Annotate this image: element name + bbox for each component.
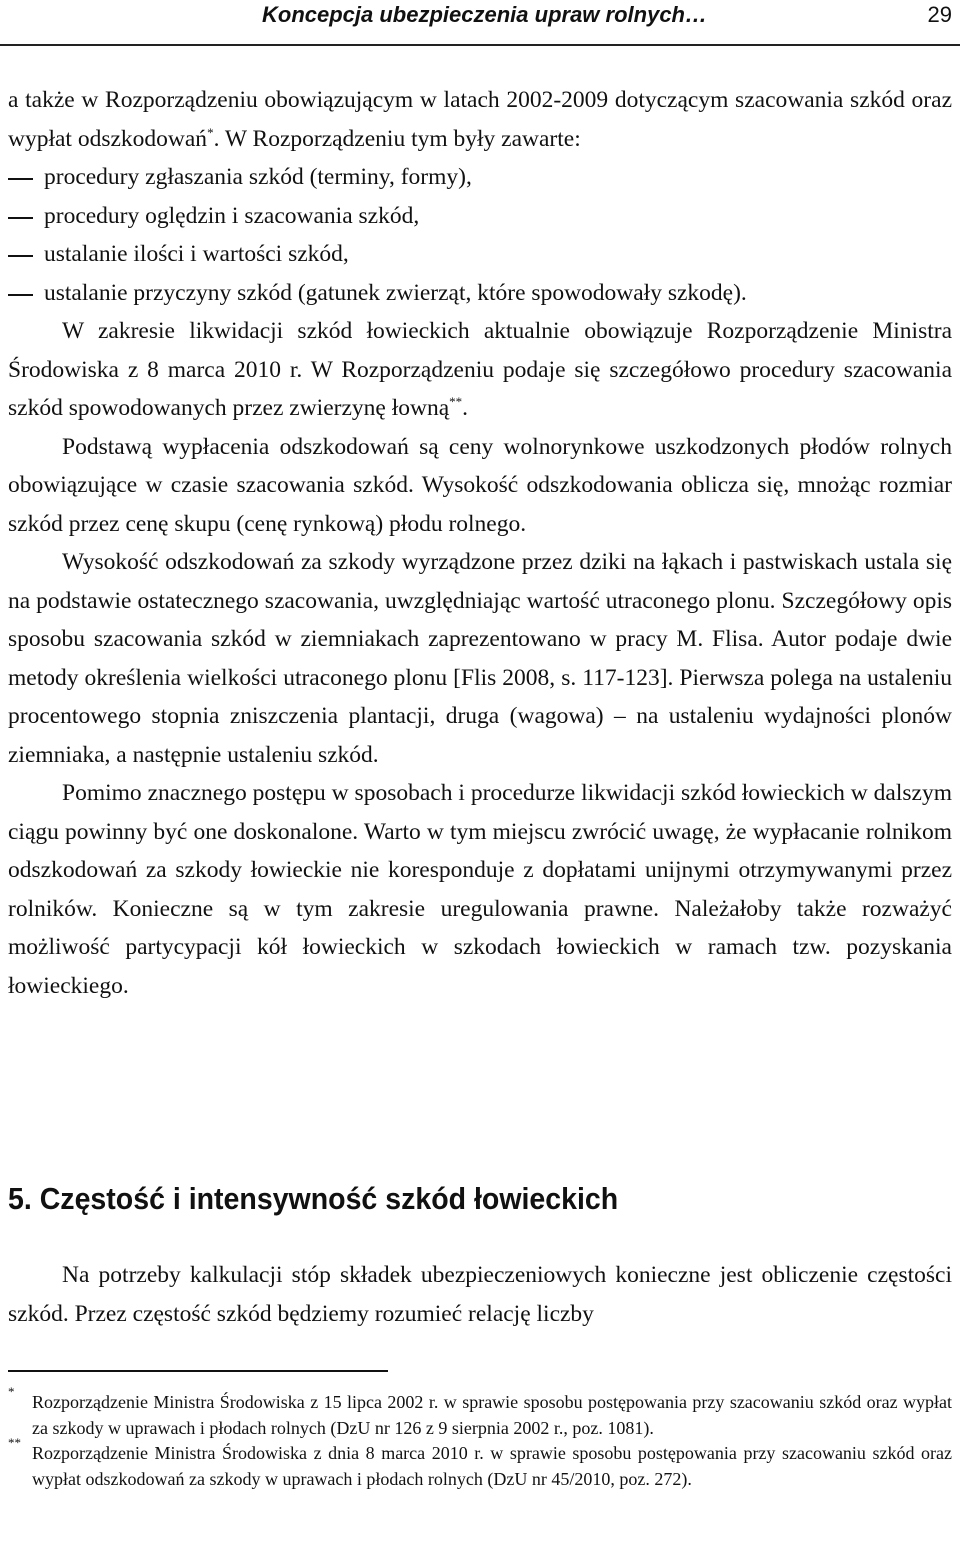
list-item: ustalanie przyczyny szkód (gatunek zwierząt, które spowodowały szkodę).: [8, 274, 952, 313]
procedure-list: [8, 158, 952, 312]
list-item: procedury zgłaszania szkód (terminy, formy),: [8, 158, 952, 197]
section-heading: 5. Częstość i intensywność szkód łowieckich: [8, 1181, 619, 1216]
paragraph-5: Pomimo znacznego postępu w sposobach i procedurze likwidacji szkód łowieckich w dalszym ciągu powinny być one doskonalone. Warto w tym miejscu zwrócić uwagę, że wypłacanie rolnikom odszkodowań za szkody łowieckie nie koresponduje z dopłatami unijnymi otrzymywanymi przez rolników. Konieczne są w tym zakresie uregulowania prawne. Należałoby także rozważyć możliwość partycypacji kół łowieckich w szkodach łowieckich w ramach tzw. pozyskania łowieckiego.: [8, 780, 952, 999]
paragraph-1-text-end: . W Rozporządzeniu tym były zawarte:: [213, 125, 581, 152]
section-paragraph: Na potrzeby kalkulacji stóp składek ubezpieczeniowych konieczne jest obliczenie częstości szkód. Przez częstość szkód będziemy rozumieć relację liczby: [8, 1262, 952, 1327]
footnote-1: [8, 1384, 952, 1441]
paragraph-3: Podstawą wypłacenia odszkodowań są ceny wolnorynkowe uszkodzonych płodów rolnych obowiązujące w czasie szacowania szkód. Wysokość odszkodowania oblicza się, mnożąc rozmiar szkód przez cenę skupu (cenę rynkową) płodu rolnego.: [8, 433, 952, 537]
list-item: procedury oględzin i szacowania szkód,: [8, 197, 952, 236]
section-body: [8, 1256, 952, 1333]
footnote-text: Rozporządzenie Ministra Środowiska z dnia 8 marca 2010 r. w sprawie sposobu postępowania przy szacowaniu szkód oraz wypłat odszkodowań za szkody w uprawach i płodach rolnych (DzU nr 45/2010, poz. 272).: [32, 1443, 952, 1489]
paragraph-2: [8, 312, 952, 428]
footnote-ref-1: *: [207, 124, 214, 140]
page-number: 29: [927, 2, 952, 27]
paragraph-4: Wysokość odszkodowań za szkody wyrządzone przez dziki na łąkach i pastwiskach ustala się na podstawie ostatecznego szacowania, uwzględniając wartość utraconego plonu. Szczegółowy opis sposobu szacowania szkód w ziemniakach zaprezentowano w pracy M. Flisa. Autor podaje dwie metody określenia wielkości utraconego plonu [Flis 2008, s. 117-123]. Pierwsza polega na ustaleniu procentowego stopnia zniszczenia plantacji, druga (wagowa) – na ustaleniu wydajności plonów ziemniaka, a następnie ustaleniu szkód.: [8, 549, 952, 768]
list-item: ustalanie ilości i wartości szkód,: [8, 235, 952, 274]
footnote-text: Rozporządzenie Ministra Środowiska z 15 lipca 2002 r. w sprawie sposobu postępowania przy szacowaniu szkód oraz wypłat za szkody w uprawach i płodach rolnych (DzU nr 126 z 9 sierpnia 2002 r., poz. 1081).: [32, 1392, 952, 1438]
paragraph-2-text: W zakresie likwidacji szkód łowieckich aktualnie obowiązuje Rozporządzenie Ministra Środowiska z 8 marca 2010 r. W Rozporządzeniu podaje się szczegółowo procedury szacowania szkód spowodowanych przez zwierzynę łowną: [8, 318, 952, 421]
footnotes: [8, 1384, 952, 1492]
paragraph-1-text: a także w Rozporządzeniu obowiązującym w latach 2002-2009 dotyczącym szacowania szkód oraz wypłat odszkodowań: [8, 87, 952, 152]
body-text: [8, 81, 952, 1005]
running-title: Koncepcja ubezpieczenia upraw rolnych…: [262, 2, 707, 27]
footnote-ref-2: **: [449, 394, 463, 410]
paragraph-1: [8, 81, 952, 158]
footnote-2: [8, 1435, 952, 1492]
footnote-marker: *: [8, 1384, 15, 1399]
footnote-marker: **: [8, 1435, 21, 1450]
page-header: [0, 0, 960, 46]
footnote-separator: [8, 1370, 388, 1372]
paragraph-2-text-end: .: [462, 395, 468, 421]
